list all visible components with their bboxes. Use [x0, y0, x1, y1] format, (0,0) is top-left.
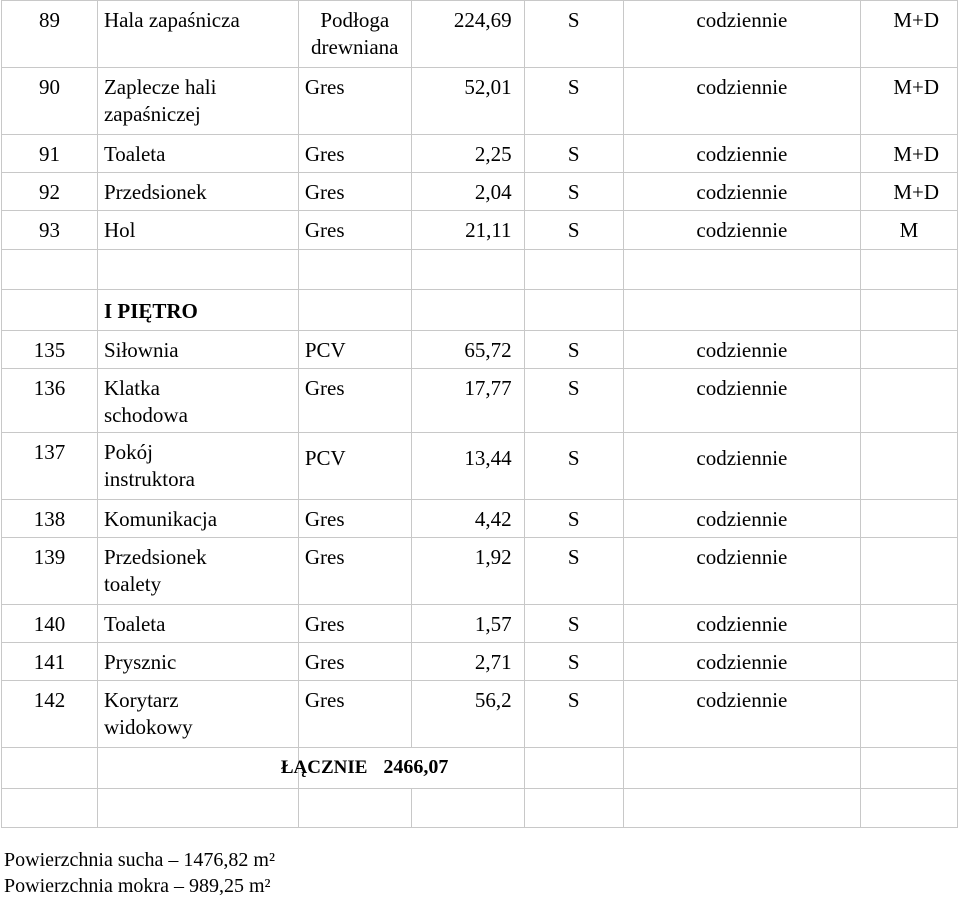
floor-material: PCV: [298, 433, 411, 500]
room-name: Toaleta: [97, 605, 298, 643]
cleaning-schedule-table: [1, 0, 958, 828]
room-type: S: [524, 369, 623, 433]
room-number: 89: [2, 1, 98, 68]
cleaning-scope: M+D: [860, 68, 957, 135]
floor-material: Gres: [298, 211, 411, 250]
table-row: [2, 538, 958, 605]
cleaning-frequency: codziennie: [623, 1, 860, 68]
cleaning-scope: M+D: [860, 1, 957, 68]
room-area: 2,71: [411, 643, 524, 681]
room-number: 91: [2, 135, 98, 173]
floor-material: Gres: [298, 538, 411, 605]
room-type: S: [524, 500, 623, 538]
room-area: 2,04: [411, 173, 524, 211]
room-area: 4,42: [411, 500, 524, 538]
dry-area-summary: Powierzchnia sucha – 1476,82 m²: [4, 849, 275, 871]
floor-material: PCV: [298, 331, 411, 369]
room-area: 65,72: [411, 331, 524, 369]
room-type: S: [524, 1, 623, 68]
room-name: Klatka schodowa: [97, 369, 298, 433]
room-type: S: [524, 173, 623, 211]
cleaning-frequency: codziennie: [623, 538, 860, 605]
cleaning-frequency: codziennie: [623, 681, 860, 748]
room-area: 224,69: [411, 1, 524, 68]
room-area: 52,01: [411, 68, 524, 135]
room-number: 90: [2, 68, 98, 135]
section-row: [2, 290, 958, 331]
table-row: [2, 369, 958, 433]
room-number: 92: [2, 173, 98, 211]
section-title: I PIĘTRO: [97, 290, 298, 331]
wet-area-summary: Powierzchnia mokra – 989,25 m²: [4, 875, 271, 897]
floor-material: Podłoga drewniana: [298, 1, 411, 68]
room-name: Zaplecze hali zapaśniczej: [97, 68, 298, 135]
room-area: 13,44: [411, 433, 524, 500]
floor-material: Gres: [298, 135, 411, 173]
room-name: Siłownia: [97, 331, 298, 369]
table-row: [2, 433, 958, 500]
room-area: 17,77: [411, 369, 524, 433]
table-row: [2, 681, 958, 748]
room-type: S: [524, 681, 623, 748]
room-number: 136: [2, 369, 98, 433]
empty-row: [2, 250, 958, 290]
room-name: Prysznic: [97, 643, 298, 681]
room-type: S: [524, 211, 623, 250]
cleaning-scope: M+D: [860, 173, 957, 211]
room-area: 1,57: [411, 605, 524, 643]
table-row: [2, 605, 958, 643]
room-type: S: [524, 605, 623, 643]
total-label: ŁĄCZNIE: [280, 757, 368, 778]
cleaning-frequency: codziennie: [623, 605, 860, 643]
cleaning-frequency: codziennie: [623, 331, 860, 369]
floor-material: Gres: [298, 605, 411, 643]
table-row: [2, 643, 958, 681]
cleaning-scope: M: [860, 211, 957, 250]
table-row: [2, 135, 958, 173]
room-type: S: [524, 643, 623, 681]
room-number: 137: [2, 433, 98, 500]
room-number: 139: [2, 538, 98, 605]
table-row: [2, 1, 958, 68]
cleaning-frequency: codziennie: [623, 211, 860, 250]
room-name: Pokój instruktora: [97, 433, 298, 500]
floor-material: Gres: [298, 68, 411, 135]
room-number: 93: [2, 211, 98, 250]
table-row: [2, 68, 958, 135]
room-number: 135: [2, 331, 98, 369]
cleaning-frequency: codziennie: [623, 500, 860, 538]
room-type: S: [524, 433, 623, 500]
table-row: [2, 173, 958, 211]
floor-material: Gres: [298, 500, 411, 538]
cleaning-frequency: codziennie: [623, 173, 860, 211]
room-name: Przedsionek toalety: [97, 538, 298, 605]
total-row: [2, 748, 958, 789]
room-name: Toaleta: [97, 135, 298, 173]
cleaning-frequency: codziennie: [623, 643, 860, 681]
room-name: Komunikacja: [97, 500, 298, 538]
room-type: S: [524, 135, 623, 173]
table-row: [2, 500, 958, 538]
total-value: 2466,07: [383, 756, 449, 778]
floor-material: Gres: [298, 173, 411, 211]
room-type: S: [524, 538, 623, 605]
room-area: 2,25: [411, 135, 524, 173]
cleaning-frequency: codziennie: [623, 433, 860, 500]
room-number: 142: [2, 681, 98, 748]
room-number: 140: [2, 605, 98, 643]
floor-material: Gres: [298, 643, 411, 681]
cleaning-scope: M+D: [860, 135, 957, 173]
room-type: S: [524, 68, 623, 135]
empty-row: [2, 789, 958, 828]
room-area: 21,11: [411, 211, 524, 250]
table-row: [2, 331, 958, 369]
room-number: 141: [2, 643, 98, 681]
cleaning-frequency: codziennie: [623, 135, 860, 173]
room-area: 56,2: [411, 681, 524, 748]
floor-material: Gres: [298, 681, 411, 748]
cleaning-frequency: codziennie: [623, 68, 860, 135]
room-name: Przedsionek: [97, 173, 298, 211]
floor-material: Gres: [298, 369, 411, 433]
room-area: 1,92: [411, 538, 524, 605]
room-type: S: [524, 331, 623, 369]
room-number: 138: [2, 500, 98, 538]
table-row: [2, 211, 958, 250]
cleaning-frequency: codziennie: [623, 369, 860, 433]
room-name: Hol: [97, 211, 298, 250]
room-name: Hala zapaśnicza: [97, 1, 298, 68]
room-name: Korytarz widokowy: [97, 681, 298, 748]
